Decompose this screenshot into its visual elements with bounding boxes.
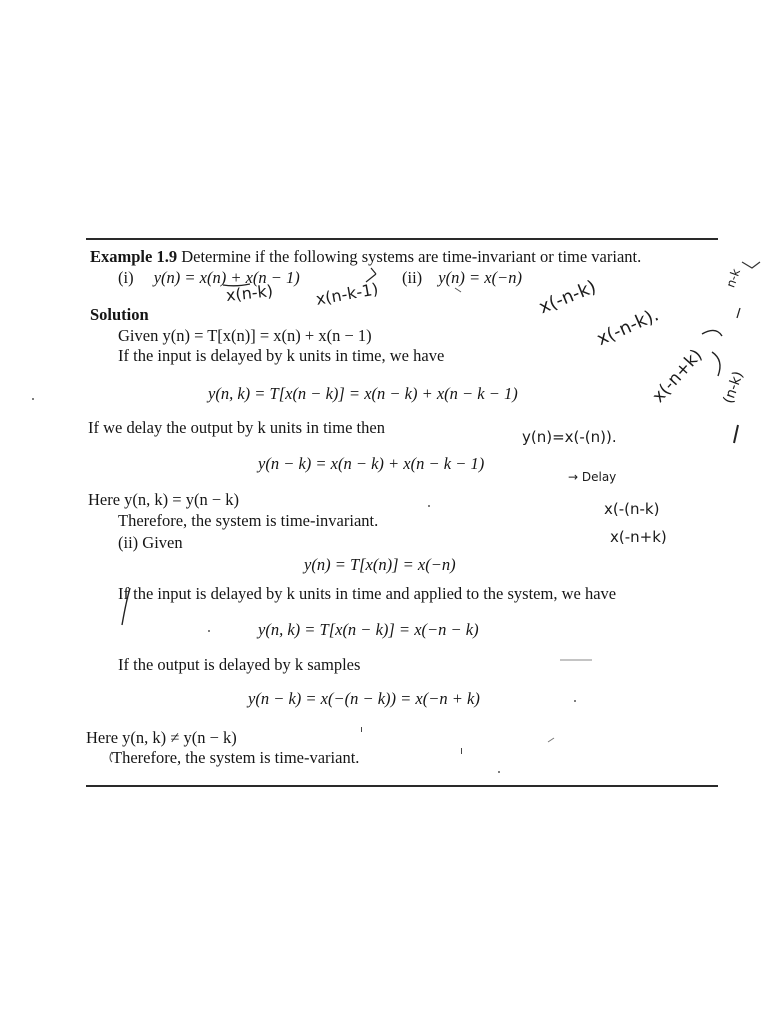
arrow-stroke	[366, 268, 376, 282]
therefore-line-1: Therefore, the system is time-invariant.	[118, 511, 379, 530]
stray-dot	[574, 700, 576, 702]
stray-dot	[498, 771, 500, 773]
handwritten-note: (n-k)	[720, 369, 747, 406]
stray-tick	[461, 748, 462, 754]
handwritten-note: x(-n+k)	[610, 528, 667, 546]
handwritten-note: → Delay	[568, 470, 617, 484]
equation-ynk-2: y(n, k) = T[x(n − k)] = x(−n − k)	[258, 620, 479, 639]
stray-stroke	[455, 288, 461, 292]
handwritten-note: x(n-k)	[225, 281, 274, 305]
therefore-line-2: Therefore, the system is time-variant.	[112, 748, 360, 767]
margin-stroke	[122, 588, 130, 625]
output-delay-line-2: If the output is delayed by k samples	[118, 655, 361, 674]
example-title: Example 1.9	[90, 247, 178, 266]
tick-stroke	[734, 425, 738, 443]
stray-tick	[361, 727, 362, 732]
handwritten-note: y(n)=x(-(n)).	[522, 428, 617, 446]
input-delayed-line-2: If the input is delayed by k units in time and applied to the system, we have	[118, 584, 617, 603]
handwritten-note: x(-n-k).	[593, 304, 662, 351]
stray-dot	[428, 505, 430, 507]
handwritten-note: x(n-k-1)	[314, 279, 380, 309]
stray-dot	[208, 630, 210, 632]
input-delayed-line-1: If the input is delayed by k units in time, we have	[118, 346, 445, 365]
equation-given-2: y(n) = T[x(n)] = x(−n)	[304, 555, 456, 574]
part-i-label: (i)	[118, 268, 134, 287]
here-line-2: Here y(n, k) ≠ y(n − k)	[86, 728, 237, 747]
handwritten-note: x(-n-k)	[536, 276, 600, 319]
corner-stroke	[742, 262, 760, 268]
handwritten-note: n-k	[723, 266, 744, 290]
equation-ynmk-2: y(n − k) = x(−(n − k)) = x(−n + k)	[248, 689, 480, 708]
handwritten-note: x(-(n-k)	[604, 500, 660, 518]
curve-stroke	[702, 330, 722, 336]
part-i-equation: y(n) = x(n) + x(n − 1)	[153, 268, 300, 287]
part-ii-label: (ii)	[402, 268, 423, 287]
given-line-2: (ii) Given	[118, 533, 183, 552]
tick-stroke	[737, 308, 740, 318]
underline-stroke	[223, 284, 250, 286]
here-line-1: Here y(n, k) = y(n − k)	[88, 490, 240, 509]
solution-heading-text: Solution	[90, 305, 149, 324]
part-ii-equation: y(n) = x(−n)	[438, 268, 522, 287]
stray-stroke	[548, 738, 554, 742]
curve-stroke	[712, 352, 720, 376]
margin-stroke	[110, 752, 112, 762]
stray-dot	[32, 398, 34, 400]
given-line-1: Given y(n) = T[x(n)] = x(n) + x(n − 1)	[118, 326, 372, 345]
handwritten-note: x(-n+k)	[648, 345, 707, 407]
example-prompt: Determine if the following systems are time-invariant or time variant.	[181, 247, 642, 266]
equation-ynmk-1: y(n − k) = x(n − k) + x(n − k − 1)	[258, 454, 485, 473]
output-delay-line-1: If we delay the output by k units in time then	[88, 418, 385, 437]
equation-ynk-1: y(n, k) = T[x(n − k)] = x(n − k) + x(n − k − 1)	[208, 384, 518, 403]
